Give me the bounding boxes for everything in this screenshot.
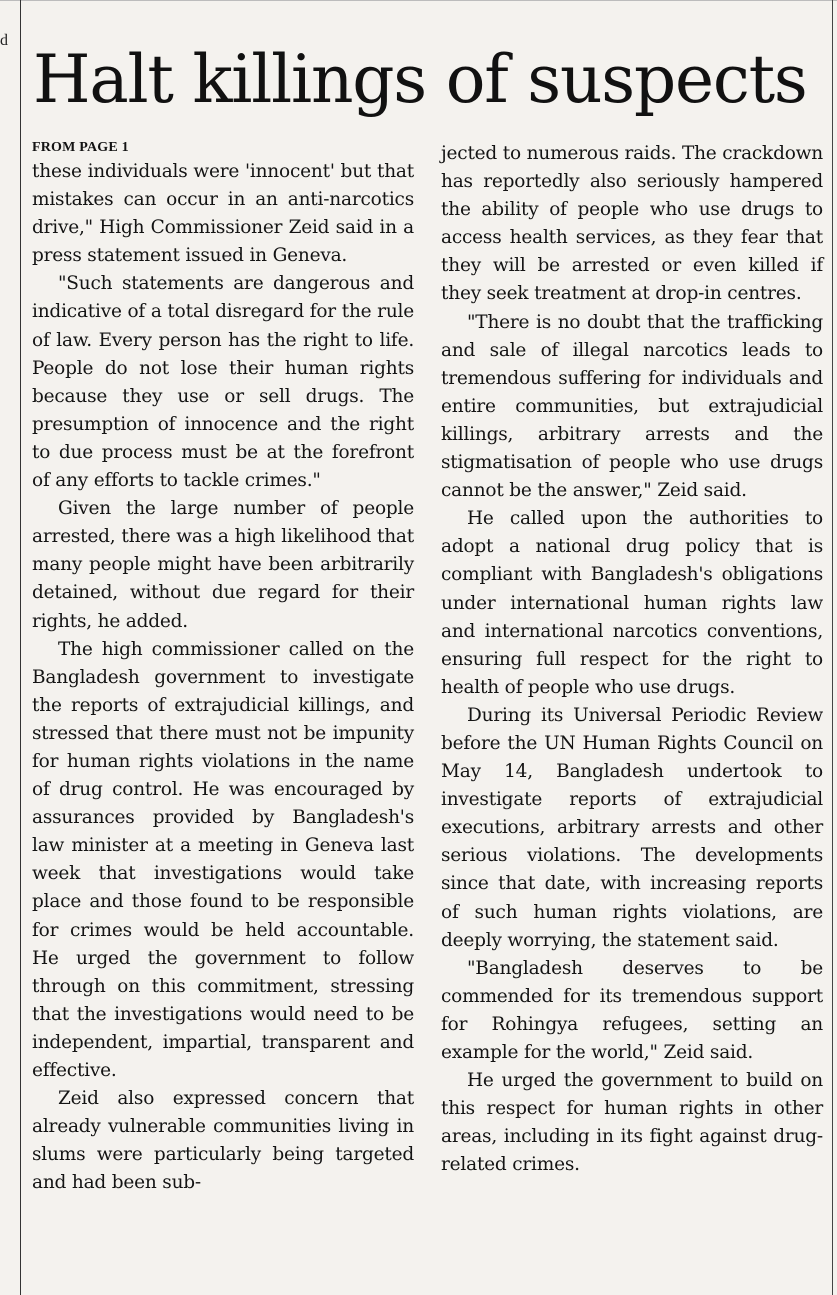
- paragraph: He called upon the authorities to adopt a national drug policy that is compliant with Bangladesh's obligations under international human rights law and international narcotics conventions, ensuring full respect for the right to health of people who use drugs.: [441, 508, 823, 698]
- article-column-left: [32, 138, 414, 1197]
- paragraph: The high commissioner called on the Bangladesh government to investigate the reports of extrajudicial killings, and stressed that there must not be impunity for human rights violations in the name of drug control. He was encouraged by assurances provided by Bangladesh's law minister at a meeting in Geneva last week that investigations would take place and those found to be responsible for crimes would be held accountable. He urged the government to follow through on this commitment, stressing that the investigations would need to be independent, impartial, transparent and effective.: [32, 638, 414, 1081]
- paragraph: Zeid also expressed concern that already vulnerable communities living in slums were particularly being targeted and had been sub-: [32, 1088, 414, 1194]
- continuation-kicker: FROM PAGE 1: [32, 140, 129, 155]
- top-border: [0, 0, 837, 5]
- paragraph: "Bangladesh deserves to be commended for its tremendous support for Rohingya refugees, setting an example for the world," Zeid said.: [441, 957, 823, 1063]
- margin-edge-letter: d: [0, 32, 8, 49]
- left-column-rule: [20, 0, 21, 1295]
- paragraph: Given the large number of people arrested, there was a high likelihood that many people might have been arbitrarily detained, without due regard for their rights, he added.: [32, 498, 414, 632]
- paragraph: "There is no doubt that the trafficking and sale of illegal narcotics leads to tremendous suffering for individuals and entire communities, but extrajudicial killings, arbitrary arrests and the stigmatisation of people who use drugs cannot be the answer," Zeid said.: [441, 311, 823, 502]
- paragraph: jected to numerous raids. The crackdown has reportedly also seriously hampered the ability of people who use drugs to access health services, as they fear that they will be arrested or even killed if they seek treatment at drop-in centres.: [441, 143, 823, 305]
- paragraph: During its Universal Periodic Review before the UN Human Rights Council on May 14, Bangladesh undertook to investigate reports of extrajudicial executions, arbitrary arrests and other serious violations. The developments since that date, with increasing reports of such human rights violations, are deeply worrying, the statement said.: [441, 704, 823, 951]
- paragraph: these individuals were 'innocent' but that mistakes can occur in an anti-narcotics drive," High Commissioner Zeid said in a press statement issued in Geneva.: [32, 161, 414, 267]
- paragraph: "Such statements are dangerous and indicative of a total disregard for the rule of law. Every person has the right to life. People do not lose their human rights because they use or sell drugs. The presumption of innocence and the right to due process must be at the forefront of any efforts to tackle crimes.": [32, 273, 414, 492]
- paragraph: He urged the government to build on this respect for human rights in other areas, including in its fight against drug-related crimes.: [441, 1070, 823, 1176]
- article-headline: Halt killings of suspects: [33, 41, 807, 118]
- article-column-right: [441, 140, 823, 1179]
- right-column-rule: [832, 0, 833, 1295]
